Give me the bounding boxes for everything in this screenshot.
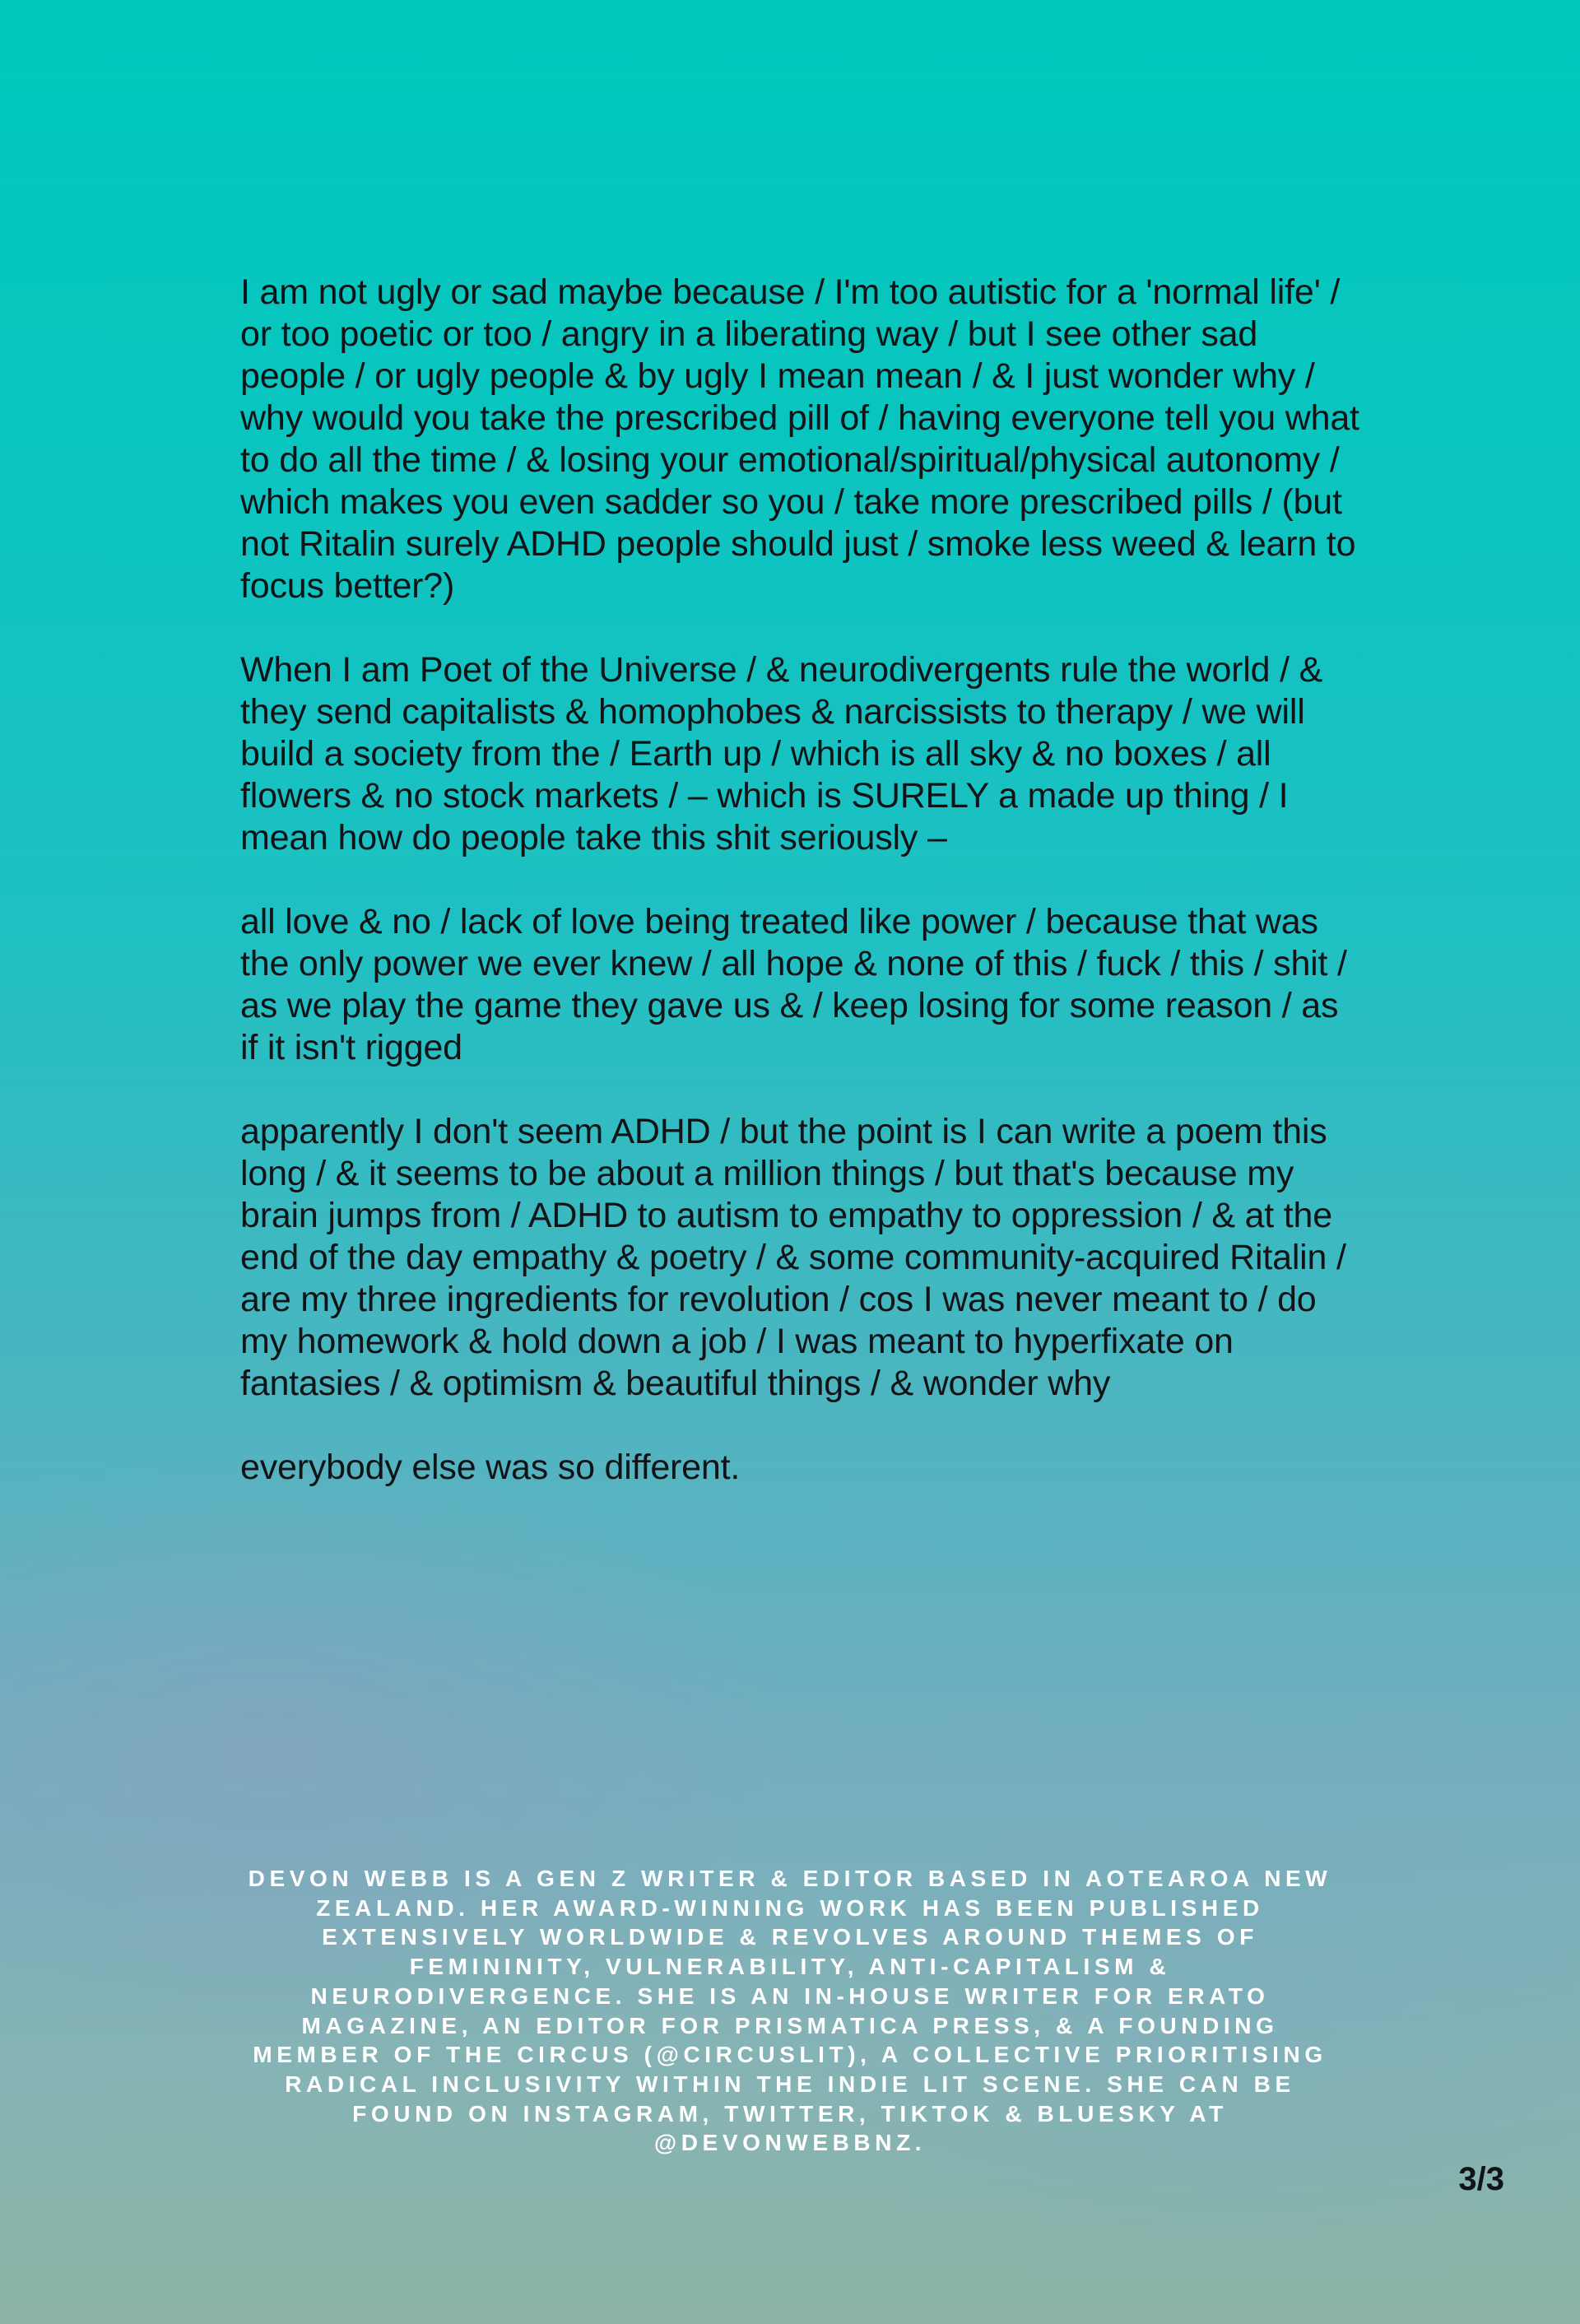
poem-stanza-5: everybody else was so different. <box>240 1448 741 1487</box>
poem-stanza-1: I am not ugly or sad maybe because / I'm too autistic for a 'normal life' / or too poetic or too / angry in a liberating way / but I see other sad people / or ugly people & by ugly I mean mean / & I just wonder why / why would you take the prescribed pill of / having everyone tell you what to do all the time / & losing your emotional/spiritual/physical autonomy / which makes you even sadder so you / take more prescribed pills / (but not Ritalin surely ADHD people should just / smoke less weed & learn to focus better?) <box>240 272 1359 606</box>
poem-body <box>240 272 1359 1489</box>
author-bio: DEVON WEBB IS A GEN Z WRITER & EDITOR BASED IN AOTEAROA NEW ZEALAND. HER AWARD-WINNING WORK HAS BEEN PUBLISHED EXTENSIVELY WORLDWIDE & REVOLVES AROUND THEMES OF FEMININITY, VULNERABILITY, ANTI-CAPITALISM & NEURODIVERGENCE. SHE IS AN IN-HOUSE WRITER FOR ERATO MAGAZINE, AN EDITOR FOR PRISMATICA PRESS, & A FOUNDING MEMBER OF THE CIRCUS (@CIRCUSLIT), A COLLECTIVE PRIORITISING RADICAL INCLUSIVITY WITHIN THE INDIE LIT SCENE. SHE CAN BE FOUND ON INSTAGRAM, TWITTER, TIKTOK & BLUESKY AT @DEVONWEBBNZ. <box>248 1866 1332 2156</box>
poem-stanza-4: apparently I don't seem ADHD / but the point is I can write a poem this long / & it seems to be about a million things / but that's because my brain jumps from / ADHD to autism to empathy to oppression / & at the end of the day empathy & poetry / & some community-acquired Ritalin / are my three ingredients for revolution / cos I was never meant to / do my homework & hold down a job / I was meant to hyperfixate on fantasies / & optimism & beautiful things / & wonder why <box>240 1112 1346 1403</box>
page-number: 3/3 <box>1458 2161 1504 2197</box>
poem-stanza-3: all love & no / lack of love being treated like power / because that was the only power we ever knew / all hope & none of this / fuck / this / shit / as we play the game they gave us & / keep losing for some reason / as if it isn't rigged <box>240 902 1347 1067</box>
poem-stanza-2: When I am Poet of the Universe / & neurodivergents rule the world / & they send capitalists & homophobes & narcissists to therapy / we will build a society from the / Earth up / which is all sky & no boxes / all flowers & no stock markets / – which is SURELY a made up thing / I mean how do people take this shit seriously – <box>240 650 1323 858</box>
